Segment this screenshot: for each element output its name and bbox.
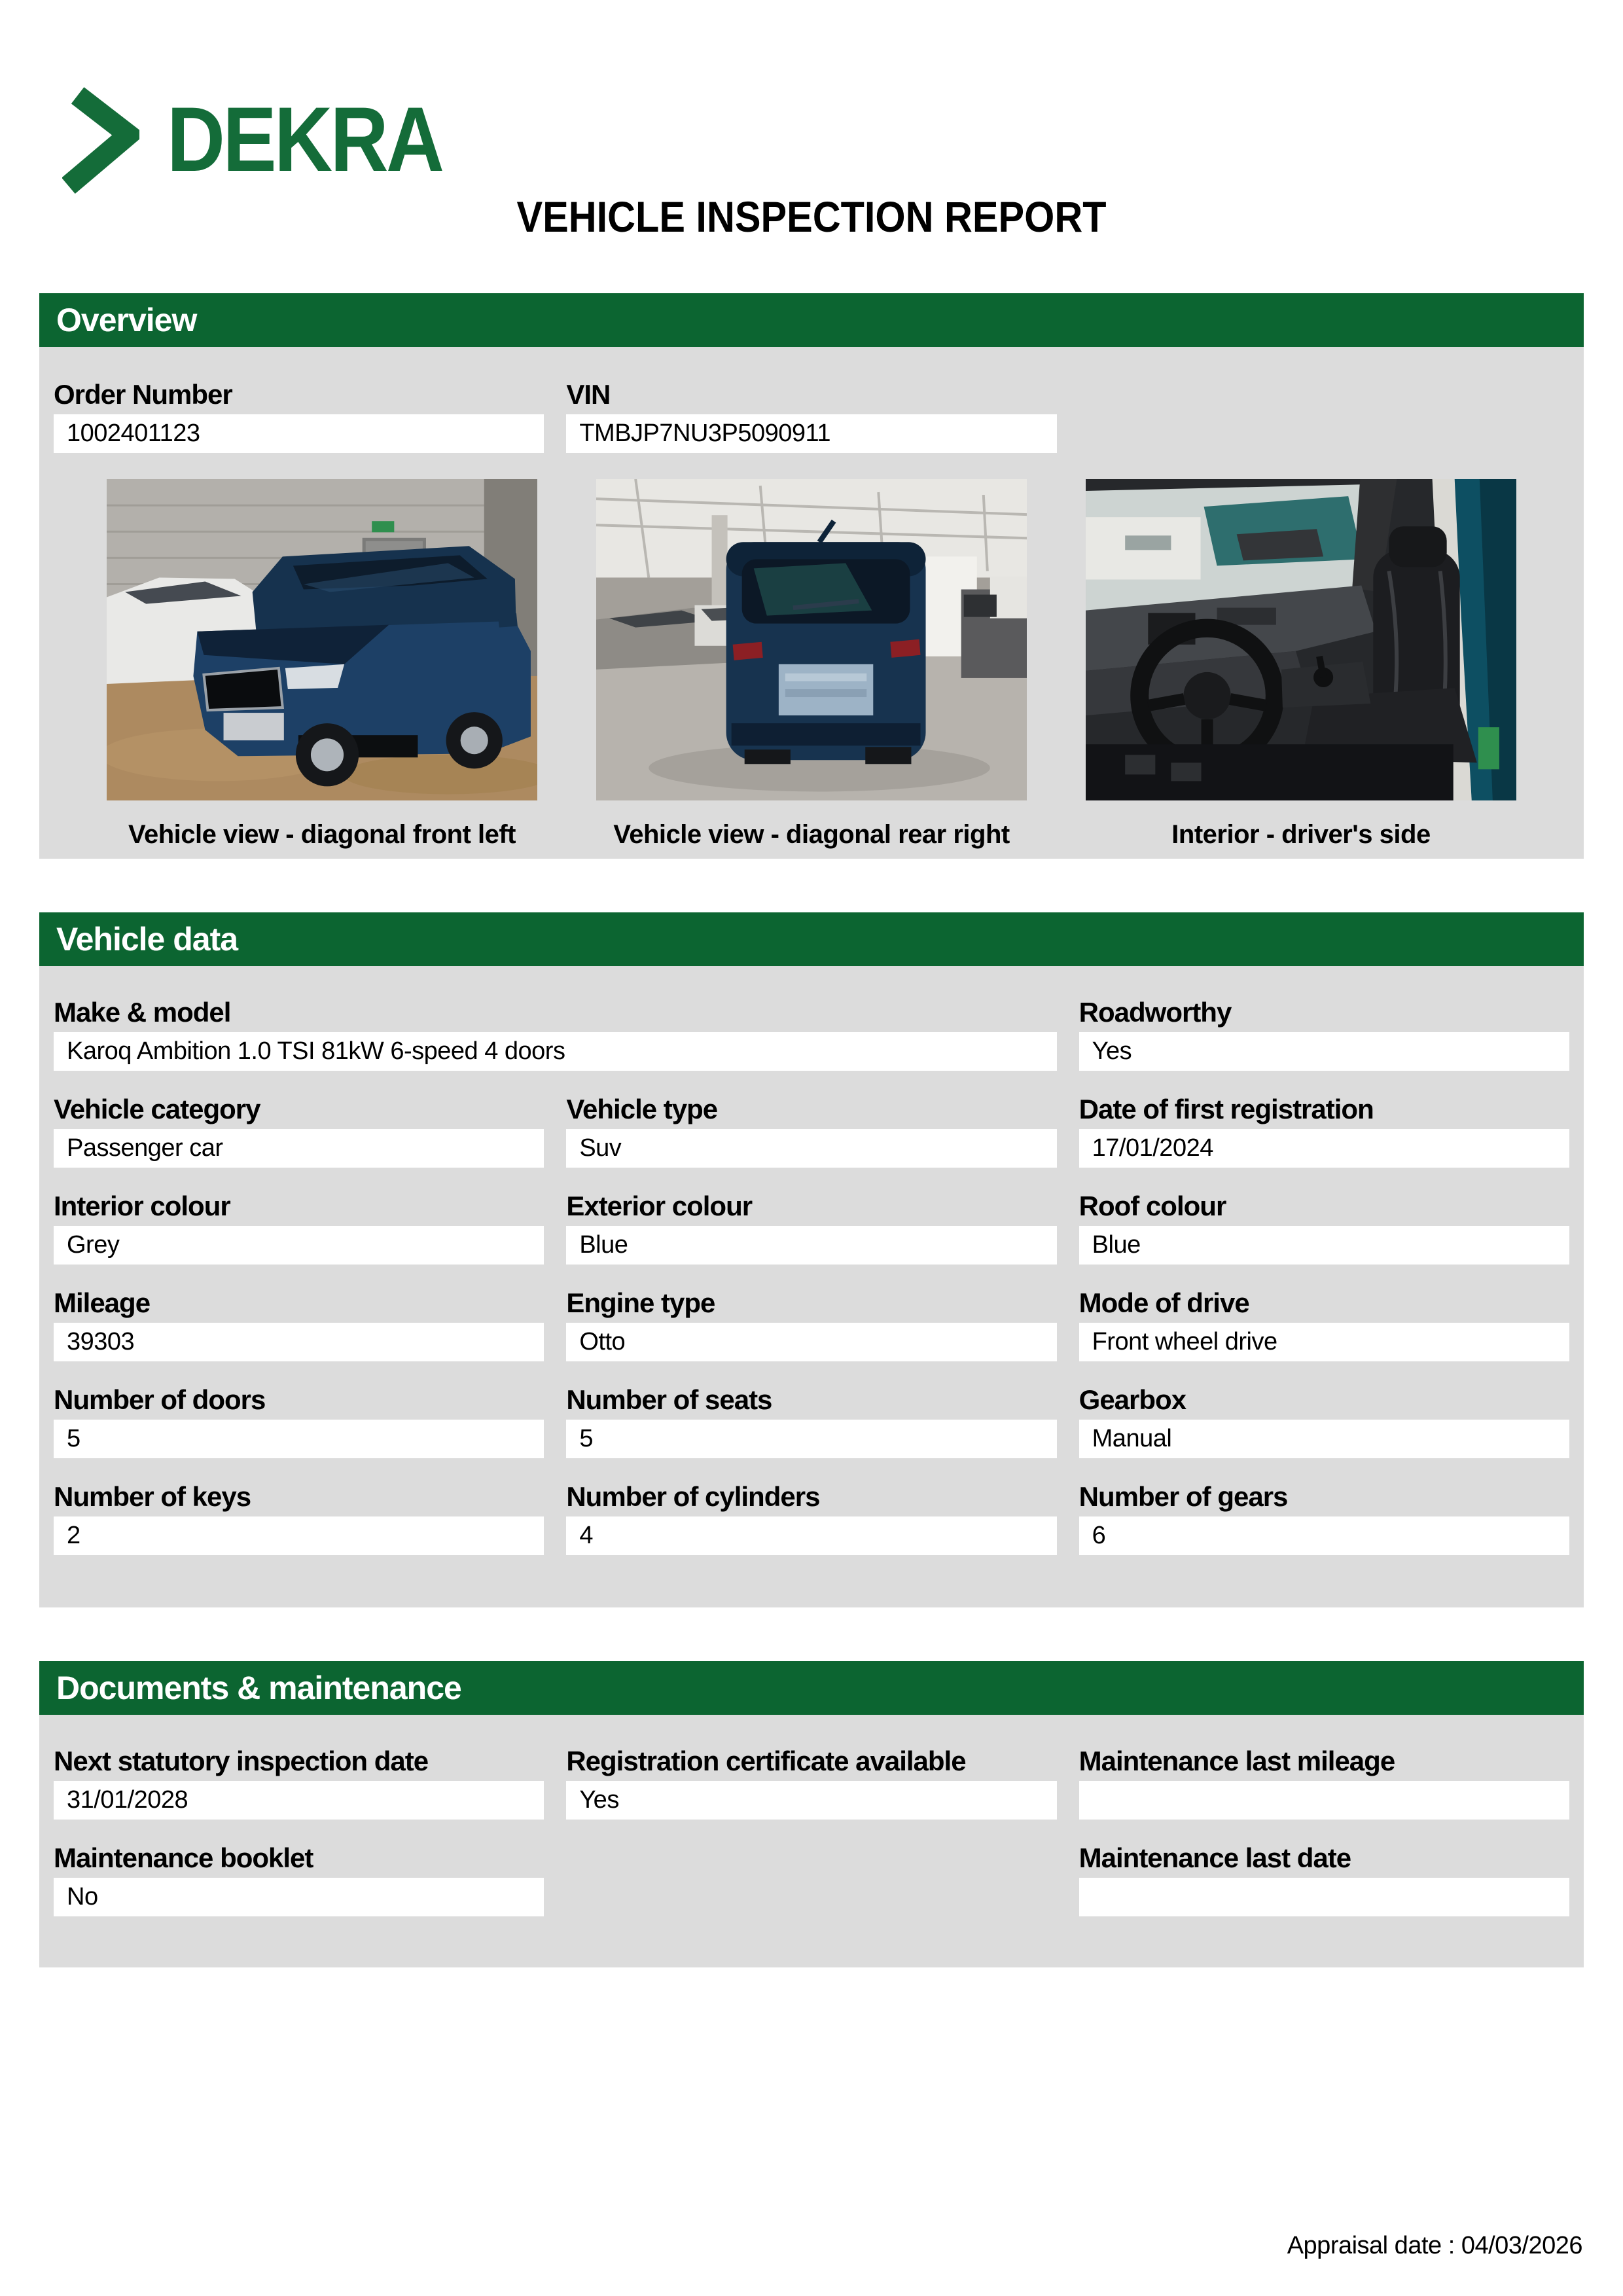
field-value bbox=[1079, 1781, 1569, 1820]
section-title: Overview bbox=[56, 302, 197, 338]
section-overview bbox=[39, 293, 1584, 859]
section-vehicle-data-body bbox=[39, 966, 1584, 1607]
dekra-wordmark: DEKRA bbox=[167, 88, 442, 190]
field-label: Number of keys bbox=[54, 1481, 251, 1513]
field-value: 31/01/2028 bbox=[54, 1781, 544, 1820]
field-mileage bbox=[54, 1289, 544, 1361]
field-value: 1002401123 bbox=[54, 414, 544, 453]
section-documents-body bbox=[39, 1715, 1584, 1967]
section-overview-body bbox=[39, 347, 1584, 859]
field-value: 2 bbox=[54, 1516, 544, 1555]
field-label: Interior colour bbox=[54, 1191, 230, 1222]
field-value: Grey bbox=[54, 1226, 544, 1265]
field-roadworthy bbox=[1079, 999, 1569, 1071]
field-label: VIN bbox=[566, 379, 611, 410]
section-overview-header bbox=[39, 293, 1584, 347]
report-title: VEHICLE INSPECTION REPORT bbox=[516, 192, 1107, 241]
field-first-registration bbox=[1079, 1096, 1569, 1168]
vehicle-photos bbox=[54, 453, 1569, 850]
field-vehicle-category bbox=[54, 1096, 544, 1168]
field-label: Number of cylinders bbox=[566, 1481, 820, 1513]
section-title: Documents & maintenance bbox=[56, 1670, 461, 1707]
photo-front-left bbox=[107, 479, 537, 850]
field-label: Roadworthy bbox=[1079, 997, 1232, 1028]
field-vehicle-type bbox=[566, 1096, 1056, 1168]
photo-caption: Vehicle view - diagonal rear right bbox=[613, 820, 1010, 850]
field-value: Karoq Ambition 1.0 TSI 81kW 6-speed 4 doors bbox=[54, 1032, 1057, 1071]
field-value: Passenger car bbox=[54, 1129, 544, 1168]
vehicle-photo-front-left-image bbox=[107, 479, 537, 800]
photo-interior-driver-side bbox=[1086, 479, 1516, 850]
field-label: Number of seats bbox=[566, 1384, 772, 1416]
field-exterior-colour bbox=[566, 1193, 1056, 1265]
field-label: Mileage bbox=[54, 1287, 151, 1319]
field-value: Blue bbox=[1079, 1226, 1569, 1265]
field-value: 39303 bbox=[54, 1323, 544, 1361]
field-value: Yes bbox=[566, 1781, 1056, 1820]
field-mode-of-drive bbox=[1079, 1289, 1569, 1361]
field-label: Vehicle type bbox=[566, 1094, 718, 1125]
field-label: Engine type bbox=[566, 1287, 715, 1319]
section-documents-maintenance bbox=[39, 1661, 1584, 1967]
field-order-number bbox=[54, 381, 544, 453]
dekra-arrow-icon bbox=[62, 84, 139, 195]
field-value: 5 bbox=[54, 1420, 544, 1458]
field-label: Maintenance last date bbox=[1079, 1842, 1351, 1874]
field-value: Blue bbox=[566, 1226, 1056, 1265]
section-vehicle-data bbox=[39, 912, 1584, 1607]
section-title: Vehicle data bbox=[56, 921, 238, 958]
field-value: No bbox=[54, 1878, 544, 1916]
field-value: Manual bbox=[1079, 1420, 1569, 1458]
field-value: Suv bbox=[566, 1129, 1056, 1168]
field-label: Mode of drive bbox=[1079, 1287, 1249, 1319]
field-label: Order Number bbox=[54, 379, 232, 410]
field-label: Roof colour bbox=[1079, 1191, 1226, 1222]
photo-rear-right bbox=[596, 479, 1027, 850]
field-value: 6 bbox=[1079, 1516, 1569, 1555]
field-number-of-doors bbox=[54, 1386, 544, 1458]
dekra-logo bbox=[62, 84, 480, 195]
appraisal-date: Appraisal date : 04/03/2026 bbox=[1287, 2232, 1582, 2259]
field-number-of-cylinders bbox=[566, 1483, 1056, 1555]
field-number-of-gears bbox=[1079, 1483, 1569, 1555]
field-value: Front wheel drive bbox=[1079, 1323, 1569, 1361]
field-label: Number of gears bbox=[1079, 1481, 1288, 1513]
field-maintenance-booklet bbox=[54, 1844, 544, 1916]
field-vin bbox=[566, 381, 1056, 453]
vehicle-photo-rear-right-image bbox=[596, 479, 1027, 800]
field-make-model bbox=[54, 999, 1057, 1071]
photo-caption: Interior - driver's side bbox=[1171, 820, 1431, 850]
field-maintenance-last-date bbox=[1079, 1844, 1569, 1916]
field-value: 4 bbox=[566, 1516, 1056, 1555]
field-label: Exterior colour bbox=[566, 1191, 753, 1222]
field-engine-type bbox=[566, 1289, 1056, 1361]
field-value: Otto bbox=[566, 1323, 1056, 1361]
field-value: 17/01/2024 bbox=[1079, 1129, 1569, 1168]
field-registration-certificate-available bbox=[566, 1748, 1056, 1820]
field-value: 5 bbox=[566, 1420, 1056, 1458]
field-value: Yes bbox=[1079, 1032, 1569, 1071]
field-next-statutory-inspection-date bbox=[54, 1748, 544, 1820]
field-gearbox bbox=[1079, 1386, 1569, 1458]
section-documents-header bbox=[39, 1661, 1584, 1715]
vehicle-photo-interior-image bbox=[1086, 479, 1516, 800]
field-label: Date of first registration bbox=[1079, 1094, 1374, 1125]
field-label: Maintenance last mileage bbox=[1079, 1746, 1395, 1777]
field-number-of-seats bbox=[566, 1386, 1056, 1458]
field-maintenance-last-mileage bbox=[1079, 1748, 1569, 1820]
field-number-of-keys bbox=[54, 1483, 544, 1555]
field-interior-colour bbox=[54, 1193, 544, 1265]
field-value: TMBJP7NU3P5090911 bbox=[566, 414, 1056, 453]
field-label: Number of doors bbox=[54, 1384, 266, 1416]
field-label: Next statutory inspection date bbox=[54, 1746, 429, 1777]
field-roof-colour bbox=[1079, 1193, 1569, 1265]
field-label: Registration certificate available bbox=[566, 1746, 966, 1777]
section-vehicle-data-header bbox=[39, 912, 1584, 966]
field-label: Maintenance booklet bbox=[54, 1842, 313, 1874]
field-label: Make & model bbox=[54, 997, 231, 1028]
photo-caption: Vehicle view - diagonal front left bbox=[128, 820, 516, 850]
field-label: Vehicle category bbox=[54, 1094, 260, 1125]
report-content bbox=[39, 293, 1584, 1967]
field-label: Gearbox bbox=[1079, 1384, 1186, 1416]
field-value bbox=[1079, 1878, 1569, 1916]
